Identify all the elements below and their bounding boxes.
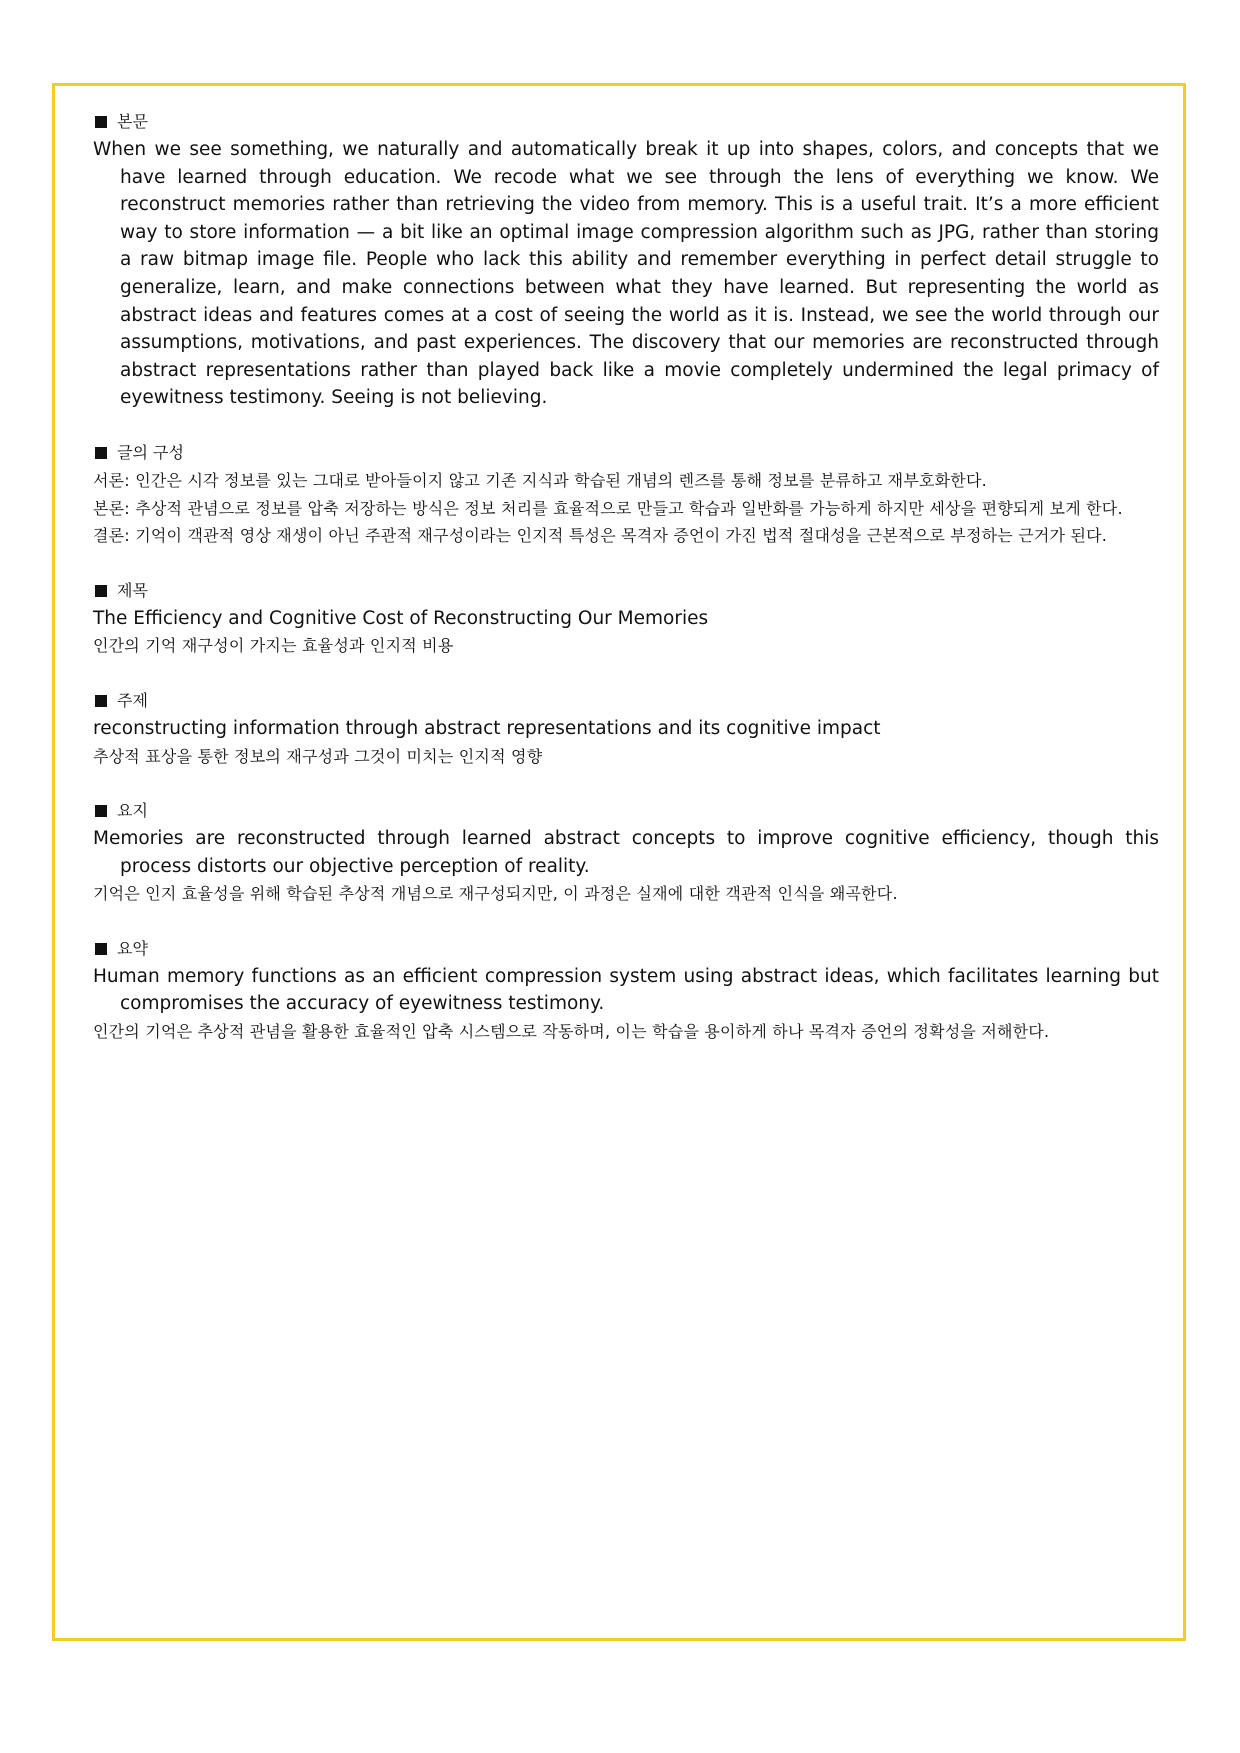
title-section [93, 577, 1159, 660]
heading-label: 요약 [117, 938, 148, 958]
topic-english: reconstructing information through abstract representations and its cognitive impact [93, 717, 881, 739]
topic-section [93, 687, 1159, 770]
summary-english: Human memory functions as an efficient compression system using abstract ideas, which facilitates learning but compromises the accuracy of eyewitness testimony. [93, 965, 1159, 1015]
section-heading [93, 687, 1159, 715]
section-heading [93, 439, 1159, 467]
heading-label: 요지 [117, 801, 148, 821]
summary-section [93, 935, 1159, 1046]
square-bullet-icon [95, 585, 107, 597]
square-bullet-icon [95, 943, 107, 955]
section-heading [93, 935, 1159, 963]
gist-english: Memories are reconstructed through learned abstract concepts to improve cognitive efficiency, though this process distorts our objective perception of reality. [93, 828, 1159, 877]
square-bullet-icon [95, 447, 107, 459]
heading-label: 제목 [117, 580, 148, 600]
title-korean: 인간의 기억 재구성이 가지는 효율성과 인지적 비용 [93, 636, 454, 656]
section-heading [93, 797, 1159, 825]
structure-body: 본론: 추상적 관념으로 정보를 압축 저장하는 방식은 정보 처리를 효율적으로 만들고 학습과 일반화를 가능하게 하지만 세상을 편향되게 보게 한다. [93, 498, 1123, 518]
square-bullet-icon [95, 116, 107, 128]
square-bullet-icon [95, 805, 107, 817]
section-heading [93, 108, 1159, 136]
structure-intro: 서론: 인간은 시각 정보를 있는 그대로 받아들이지 않고 기존 지식과 학습된 개념의 렌즈를 통해 정보를 분류하고 재부호화한다. [93, 470, 987, 490]
body-text: When we see something, we naturally and automatically break it up into shapes, colors, and concepts that we have learned through education. We recode what we see through the lens of everything we know. We reconstruct memories rather than retrieving the video from memory. This is a useful trait. It’s a more efficient way to store information — a bit like an optimal image compression algorithm such as JPG, rather than storing a raw bitmap image file. People who lack this ability and remember everything in perfect detail struggle to generalize, learn, and make connections between what they have learned. But representing the world as abstract ideas and features comes at a cost of seeing the world as it is. Instead, we see the world through our assumptions, motivations, and past experiences. The discovery that our memories are reconstructed through abstract representations rather than played back like a movie completely undermined the legal primacy of eyewitness testimony. Seeing is not believing. [93, 139, 1159, 409]
body-section [93, 108, 1159, 412]
heading-label: 본문 [117, 112, 148, 131]
heading-label: 주제 [117, 690, 148, 710]
gist-section [93, 797, 1159, 908]
heading-label: 글의 구성 [117, 442, 184, 462]
structure-conclusion: 결론: 기억이 객관적 영상 재생이 아닌 주관적 재구성이라는 인지적 특성은 목격자 증언이 가진 법적 절대성을 근본적으로 부정하는 근거가 된다. [93, 526, 1108, 546]
section-heading [93, 577, 1159, 605]
title-english: The Efficiency and Cognitive Cost of Reconstructing Our Memories [93, 607, 709, 629]
structure-section [93, 439, 1159, 550]
gist-korean: 기억은 인지 효율성을 위해 학습된 추상적 개념으로 재구성되지만, 이 과정은 실재에 대한 객관적 인식을 왜곡한다. [93, 884, 898, 904]
topic-korean: 추상적 표상을 통한 정보의 재구성과 그것이 미치는 인지적 영향 [93, 746, 543, 766]
summary-korean: 인간의 기억은 추상적 관념을 활용한 효율적인 압축 시스템으로 작동하며, 이는 학습을 용이하게 하나 목격자 증언의 정확성을 저해한다. [93, 1022, 1050, 1042]
document-content [93, 108, 1159, 1073]
square-bullet-icon [95, 695, 107, 707]
